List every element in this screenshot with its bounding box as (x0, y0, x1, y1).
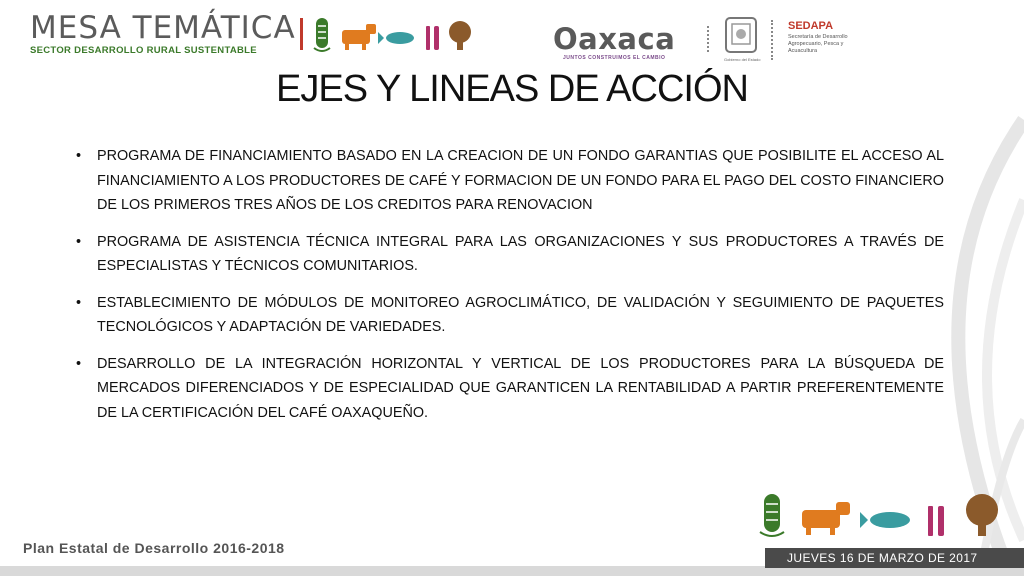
sedapa-subtitle: Secretaría de Desarrollo Agropecuario, Pesca y Acuacultura (788, 34, 848, 54)
utensils-icon (928, 506, 944, 536)
cow-icon (342, 24, 376, 50)
tree-icon (449, 21, 471, 50)
tree-icon (966, 494, 998, 536)
fish-icon (860, 512, 910, 528)
list-item (76, 291, 944, 340)
list-item (76, 352, 944, 426)
bullet-marker: • (76, 148, 82, 164)
bullet-marker: • (76, 294, 82, 311)
sector-icons-top (310, 14, 500, 58)
corn-icon (760, 494, 784, 536)
bullet-text: PROGRAMA DE FINANCIAMIENTO BASADO EN LA CREACION DE UN FONDO GARANTIAS QUE POSIBILITE EL ACCESO AL FINANCIAMIENTO A LOS PRODUCTORES DE CAFÉ Y FORMACION DE UN FONDO PARA EL PAGO DEL COSTO FINANCIERO DE LOS PRIMEROS TRES AÑOS DE LOS CREDITOS PARA RENOVACION (97, 148, 944, 213)
header-divider (707, 26, 709, 52)
bullet-marker: • (76, 233, 82, 250)
sedapa-logo: SEDAPA (788, 20, 834, 32)
bullet-text: PROGRAMA DE ASISTENCIA TÉCNICA INTEGRAL PARA LAS ORGANIZACIONES Y SUS PRODUCTORES A TRAVÉS DE ESPECIALISTAS Y TÉCNICOS COMUNITARIOS. (97, 233, 944, 274)
oaxaca-logo: Oaxaca (553, 22, 676, 56)
footer-plan: Plan Estatal de Desarrollo 2016-2018 (23, 540, 285, 556)
bullet-list (76, 144, 944, 437)
slide-title: EJES Y LINEAS DE ACCIÓN (276, 68, 748, 110)
state-seal-icon (720, 14, 762, 56)
sector-icons-bottom (752, 490, 1012, 540)
fish-icon (378, 32, 414, 44)
corn-icon (314, 18, 330, 51)
list-item (76, 230, 944, 279)
brand-title: MESA TEMÁTICA (30, 10, 296, 46)
brand-divider (300, 18, 303, 50)
utensils-icon (426, 26, 439, 50)
bullet-marker: • (76, 355, 82, 372)
brand-subtitle: SECTOR DESARROLLO RURAL SUSTENTABLE (30, 45, 257, 56)
bullet-text: DESARROLLO DE LA INTEGRACIÓN HORIZONTAL Y VERTICAL DE LOS PRODUCTORES PARA LA BÚSQUEDA DE MERCADOS DIFERENCIADOS Y DE ESPECIALIDAD QUE GARANTICEN LA RENTABILIDAD A PARTIR PREFERENTEMENTE DE LA CERTIFICACIÓN DEL CAFÉ OAXAQUEÑO. (97, 355, 944, 421)
gobierno-caption: Gobierno del Estado (724, 57, 761, 62)
bullet-text: ESTABLECIMIENTO DE MÓDULOS DE MONITOREO AGROCLIMÁTICO, DE VALIDACIÓN Y SEGUIMIENTO DE PAQUETES TECNOLÓGICOS Y ADAPTACIÓN DE VARIEDADES. (97, 294, 944, 335)
footer-date: JUEVES 16 DE MARZO DE 2017 (787, 551, 978, 565)
oaxaca-tagline: JUNTOS CONSTRUIMOS EL CAMBIO (563, 55, 666, 61)
cow-icon (802, 502, 850, 535)
list-item (76, 144, 944, 218)
header-divider (771, 20, 773, 60)
